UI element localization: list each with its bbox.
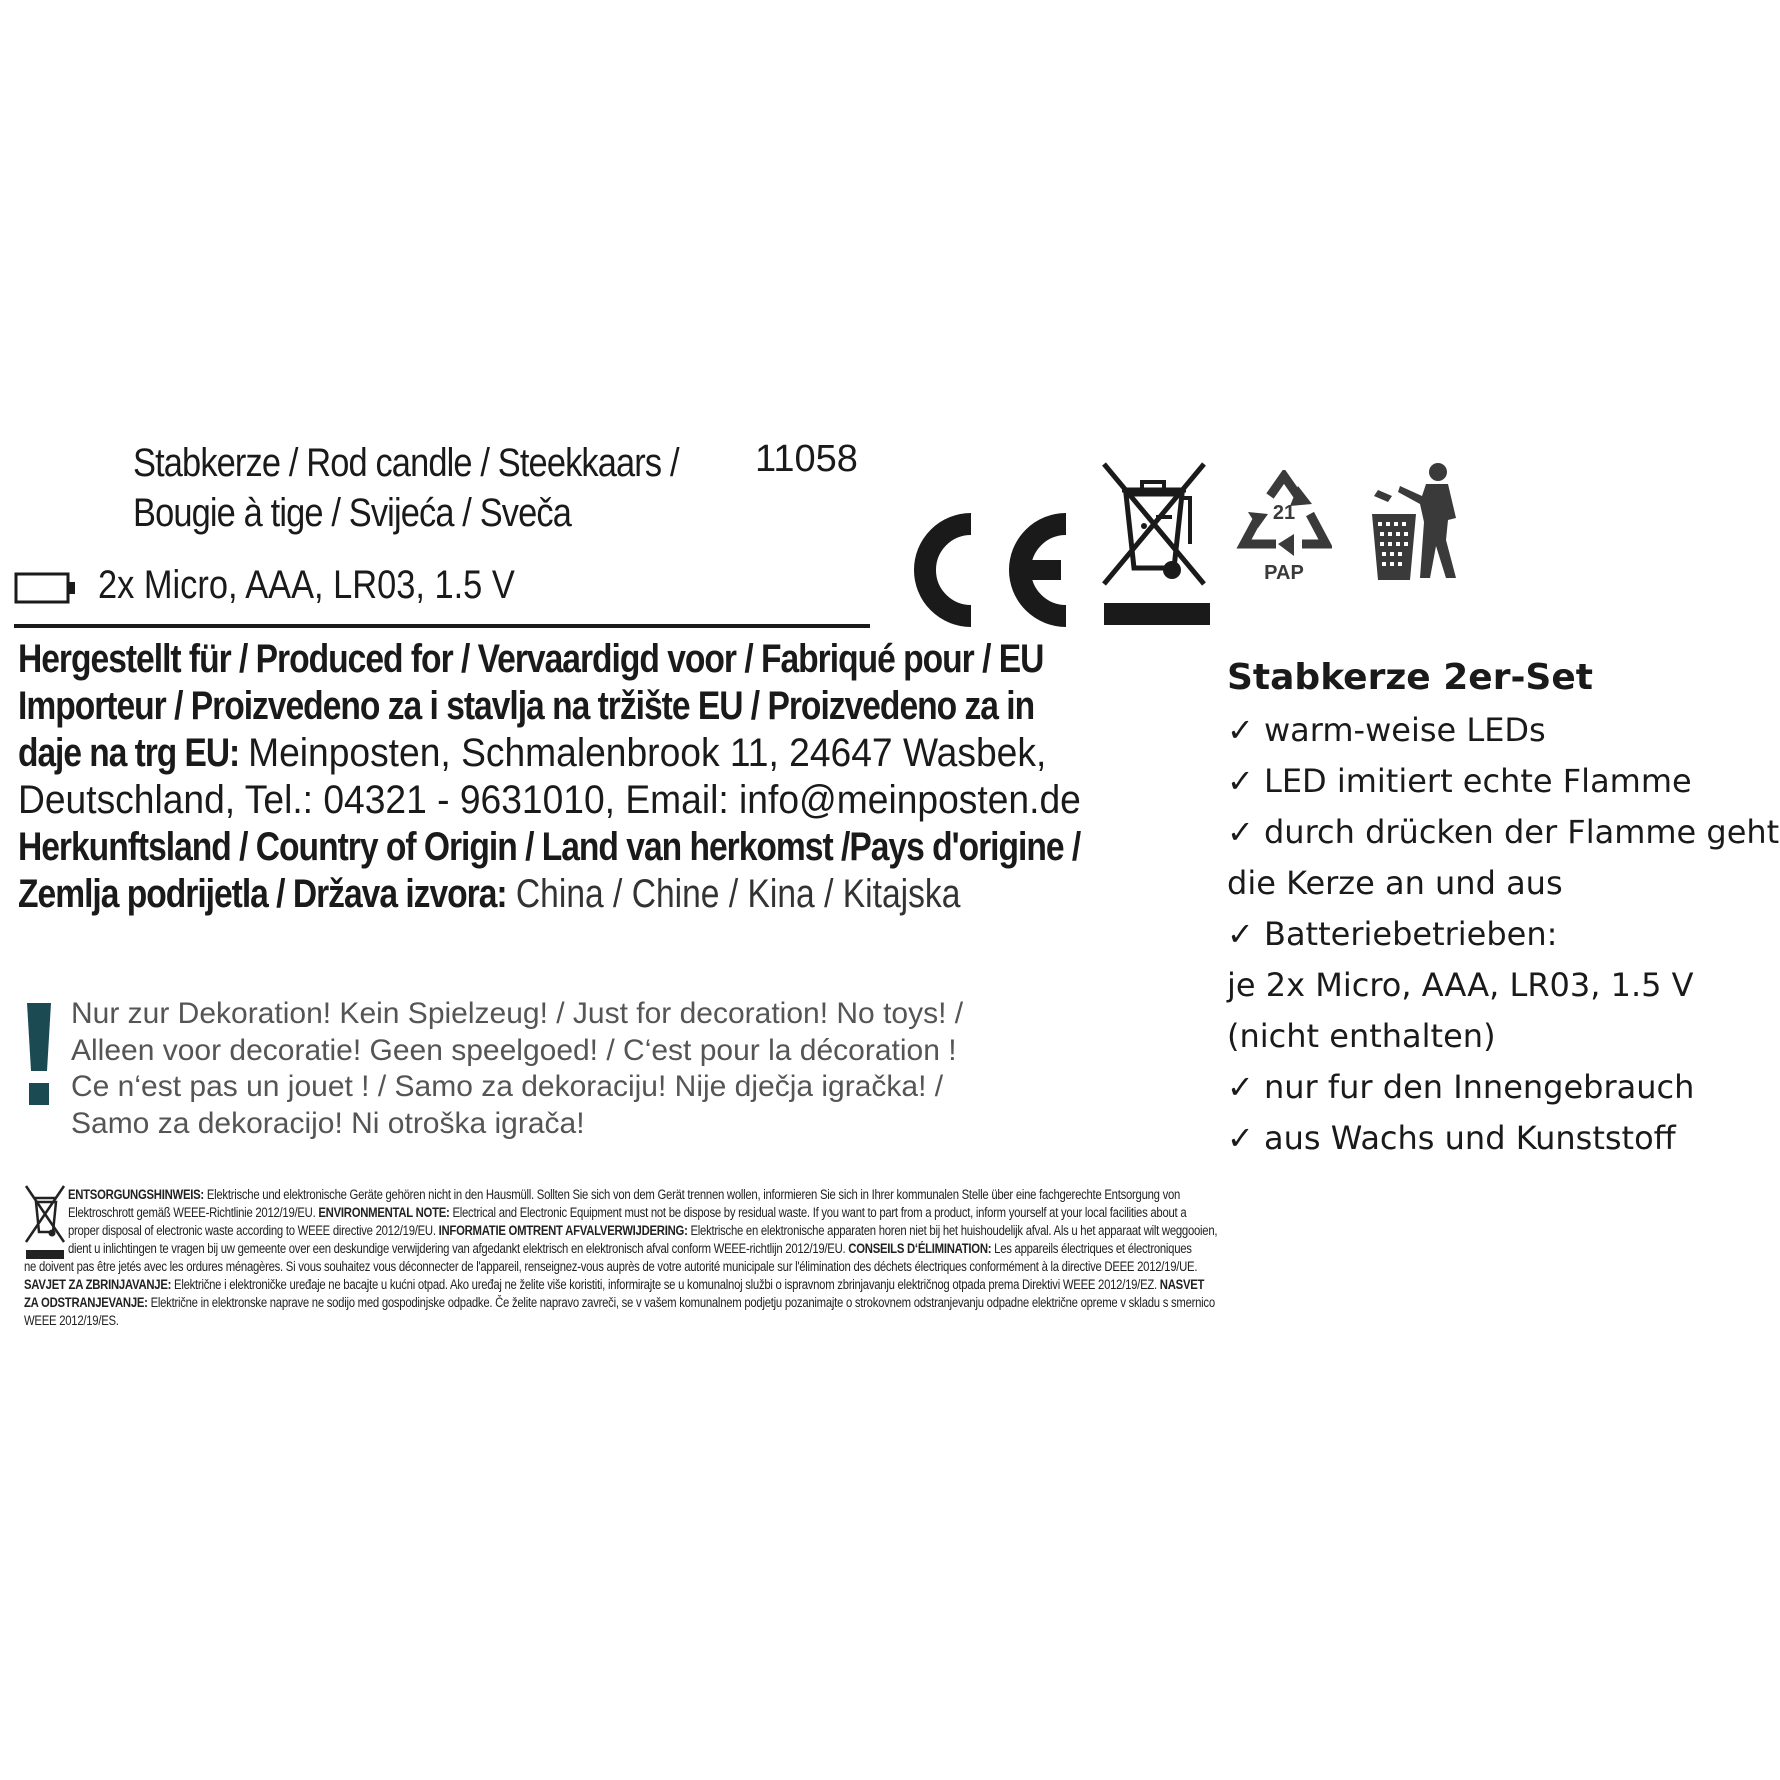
check-icon: ✓ [1227, 813, 1254, 851]
check-icon: ✓ [1227, 711, 1254, 749]
warning-line-3: Ce n‘est pas un jouet ! / Samo za dekoraciju! Nije dječja igračka! / [71, 1070, 944, 1103]
feature-item: ✓ warm-weise LEDs [1227, 711, 1546, 749]
feature-title: Stabkerze 2er-Set [1227, 657, 1593, 698]
article-number: 11058 [755, 438, 858, 480]
feature-item-continued: je 2x Micro, AAA, LR03, 1.5 V [1227, 966, 1694, 1004]
exclamation-icon [26, 1003, 52, 1107]
decoration-warning [71, 996, 963, 1142]
feature-list [1227, 652, 1780, 1164]
disposal-notice: ENTSORGUNGSHINWEIS: Elektrische und elektronische Geräte gehören nicht in den Hausmüll. Sollten Sie sich von dem Gerät trennen wollen, informieren Sie sich in Ihrer kommunalen Stelle über eine fachgerechte Entsorgung von Elektroschrott gemäß WEEE-Richtlinie 2012/19/EU. ENVIRONMENTAL NOTE: Electrical and Electronic Equipment must not be dispose by residual waste. If you want to part from a product, inform yourself at your local facilities about a proper disposal of electronic waste according to WEEE directive 2012/19/EU. INFORMATIE OMTRENT AFVALVERWIJDERING: Elektrische en elektronische apparaten horen niet bij het huishoudelijk afval. Als u het apparaat wilt weggooien, dient u inlichtingen te vragen bij uw gemeente over een deskundige verwijdering van afgedankt elektrisch en elektronisch afval conform WEEE-richtlijn 2012/19/EU. CONSEILS D‘ÉLIMINATION: Les appareils électriques et électroniques ne doivent pas être jetés avec les ordures ménagères. Si vous souhaitez vous déconnecter de l'appareil, renseignez-vous auprès de votre autorité municipale sur l'élimination des déchets électriques conformément à la directive DEEE 2012/19/UE. SAVJET ZA ZBRINJAVANJE: Električne i elektroničke uređaje ne bacajte u kućni otpad. Ako uređaj ne želite više koristiti, informirajte se u komunalnoj službi o ispravnom zbrinjavanju električnog otpada prema Direktivi WEEE 2012/19/EZ. NASVET ZA ODSTRANJEVANJE: Električne in elektronske naprave ne sodijo med gospodinjske odpadke. Če želite napravo zavreči, se v vašem komunalnem podjetju pozanimajte o strokovnem odstranjevanju odpadne električne opreme v skladu s smernico WEEE 2012/19/ES. [24, 1187, 1218, 1328]
feature-item: ✓ aus Wachs und Kunststoff [1227, 1119, 1676, 1157]
manufacturer-line-1: Hergestellt für / Produced for / Vervaardigd voor / Fabriqué pour / EU [18, 637, 1044, 681]
warning-line-2: Alleen voor decoratie! Geen speelgoed! / C‘est pour la décoration ! [71, 1033, 957, 1067]
origin-line-2 [18, 871, 1026, 918]
origin-label: Zemlja podrijetla / Država izvora: [18, 872, 507, 916]
divider-rule [14, 624, 870, 628]
crossed-out-wheelie-bin-icon [1096, 460, 1212, 626]
check-icon: ✓ [1227, 1119, 1254, 1157]
battery-spec: 2x Micro, AAA, LR03, 1.5 V [98, 563, 515, 607]
feature-item: ✓ durch drücken der Flamme geht [1227, 813, 1780, 851]
check-icon: ✓ [1227, 915, 1254, 953]
feature-item: ✓ Batteriebetrieben: [1227, 915, 1558, 953]
feature-item-continued: (nicht enthalten) [1227, 1017, 1496, 1055]
manufacturer-line-2: Importeur / Proizvedeno za i stavlja na tržište EU / Proizvedeno za in [18, 684, 1035, 728]
manufacturer-info [18, 636, 1218, 918]
title-line-1: Stabkerze / Rod candle / Steekkaars / [133, 441, 679, 485]
ce-mark-icon [905, 510, 1075, 630]
warning-line-1: Nur zur Dekoration! Kein Spielzeug! / Just for decoration! No toys! / [71, 997, 964, 1030]
feature-item: ✓ nur fur den Innengebrauch [1227, 1068, 1695, 1106]
battery-icon [14, 571, 76, 605]
tidyman-bin-icon [1368, 462, 1458, 580]
warning-line-4: Samo za dekoracijo! Ni otroška igrača! [71, 1106, 585, 1140]
check-icon: ✓ [1227, 762, 1254, 800]
origin-line-1: Herkunftsland / Country of Origin / Land van herkomst /Pays d'origine / [18, 825, 1081, 869]
manufacturer-address: Meinposten, Schmalenbrook 11, 24647 Wasbek, [237, 731, 1047, 775]
recycling-code-mark [1236, 470, 1332, 586]
manufacturer-contact: Deutschland, Tel.: 04321 - 9631010, Email: info@meinposten.de [18, 778, 1081, 822]
manufacturer-line-3-label: daje na trg EU: [18, 731, 240, 775]
check-icon: ✓ [1227, 1068, 1254, 1106]
recycle-number: 21 [1272, 502, 1296, 524]
feature-item-continued: die Kerze an und aus [1227, 864, 1563, 902]
title-line-2: Bougie à tige / Svijeća / Sveča [133, 491, 572, 535]
product-title [133, 438, 679, 538]
manufacturer-line-3 [18, 730, 1134, 777]
origin-country: China / Chine / Kina / Kitajska [506, 872, 961, 916]
recycle-code: PAP [1264, 562, 1304, 584]
feature-item: ✓ LED imitiert echte Flamme [1227, 762, 1692, 800]
